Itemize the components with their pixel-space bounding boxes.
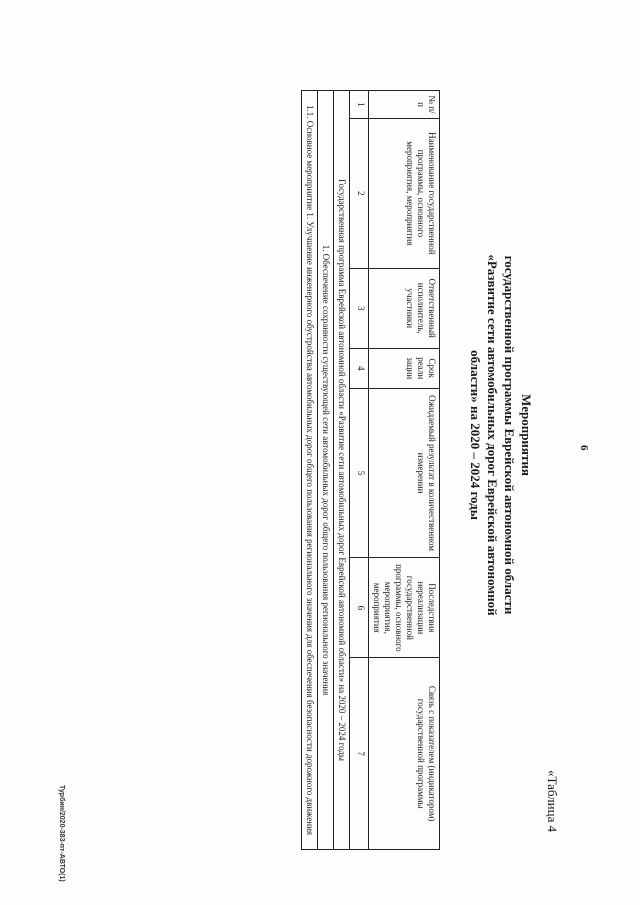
title-line: области» на 2020 – 2024 годы — [468, 350, 483, 520]
measures-table — [301, 90, 440, 850]
measure-row-cell: 1.1. Основное мероприятие 1. Улучшение инженерного обустройства автомобильных дорог общего пользования регионального значения для обеспечения безопасности дорожного движения — [302, 91, 318, 850]
table-header-row — [369, 91, 440, 850]
column-number: 1 — [350, 91, 369, 119]
table-row — [334, 91, 350, 850]
header-cell: Ответственный исполнитель, участники — [369, 268, 440, 348]
table-row — [318, 91, 334, 850]
column-number: 6 — [350, 558, 369, 658]
table-label: «Таблица 4 — [545, 770, 560, 833]
header-cell: Срок реали зации — [369, 348, 440, 388]
column-number: 2 — [350, 118, 369, 268]
program-row-cell: Государственная программа Еврейской автономной области «Развитие сети автомобильных дорог Еврейской автономной области» на 2020 – 2024 годы — [334, 91, 350, 850]
header-cell: Последствия нереализации государственной программы, основного мероприятия, мероприятия — [369, 558, 440, 658]
document-title — [467, 225, 535, 645]
header-cell: № п/п — [369, 91, 440, 119]
column-number: 4 — [350, 348, 369, 388]
column-number: 7 — [350, 658, 369, 850]
page-number: 6 — [578, 445, 590, 451]
header-cell: Наименование государственной программы, основного мероприятия, мероприятия — [369, 118, 440, 268]
title-line: государственной программы Еврейской автономной области — [502, 255, 517, 615]
measures-table-wrapper — [200, 90, 440, 850]
footer-code: Турбин/2020-383-пт-АВТО(1) — [58, 785, 65, 882]
title-line: Мероприятия — [519, 394, 534, 476]
header-cell: Ожидаемый результат в количественном измерении — [369, 388, 440, 558]
column-number-row — [350, 91, 369, 850]
title-line: «Развитие сети автомобильных дорог Еврейской автономной — [485, 254, 500, 616]
table-row — [302, 91, 318, 850]
column-number: 5 — [350, 388, 369, 558]
column-number: 3 — [350, 268, 369, 348]
goal-row-cell: 1. Обеспечение сохранности существующей сети автомобильных дорог общего пользования регионального значения — [318, 91, 334, 850]
header-cell: Связь с показателем (индикатором) государственной программы — [369, 658, 440, 850]
